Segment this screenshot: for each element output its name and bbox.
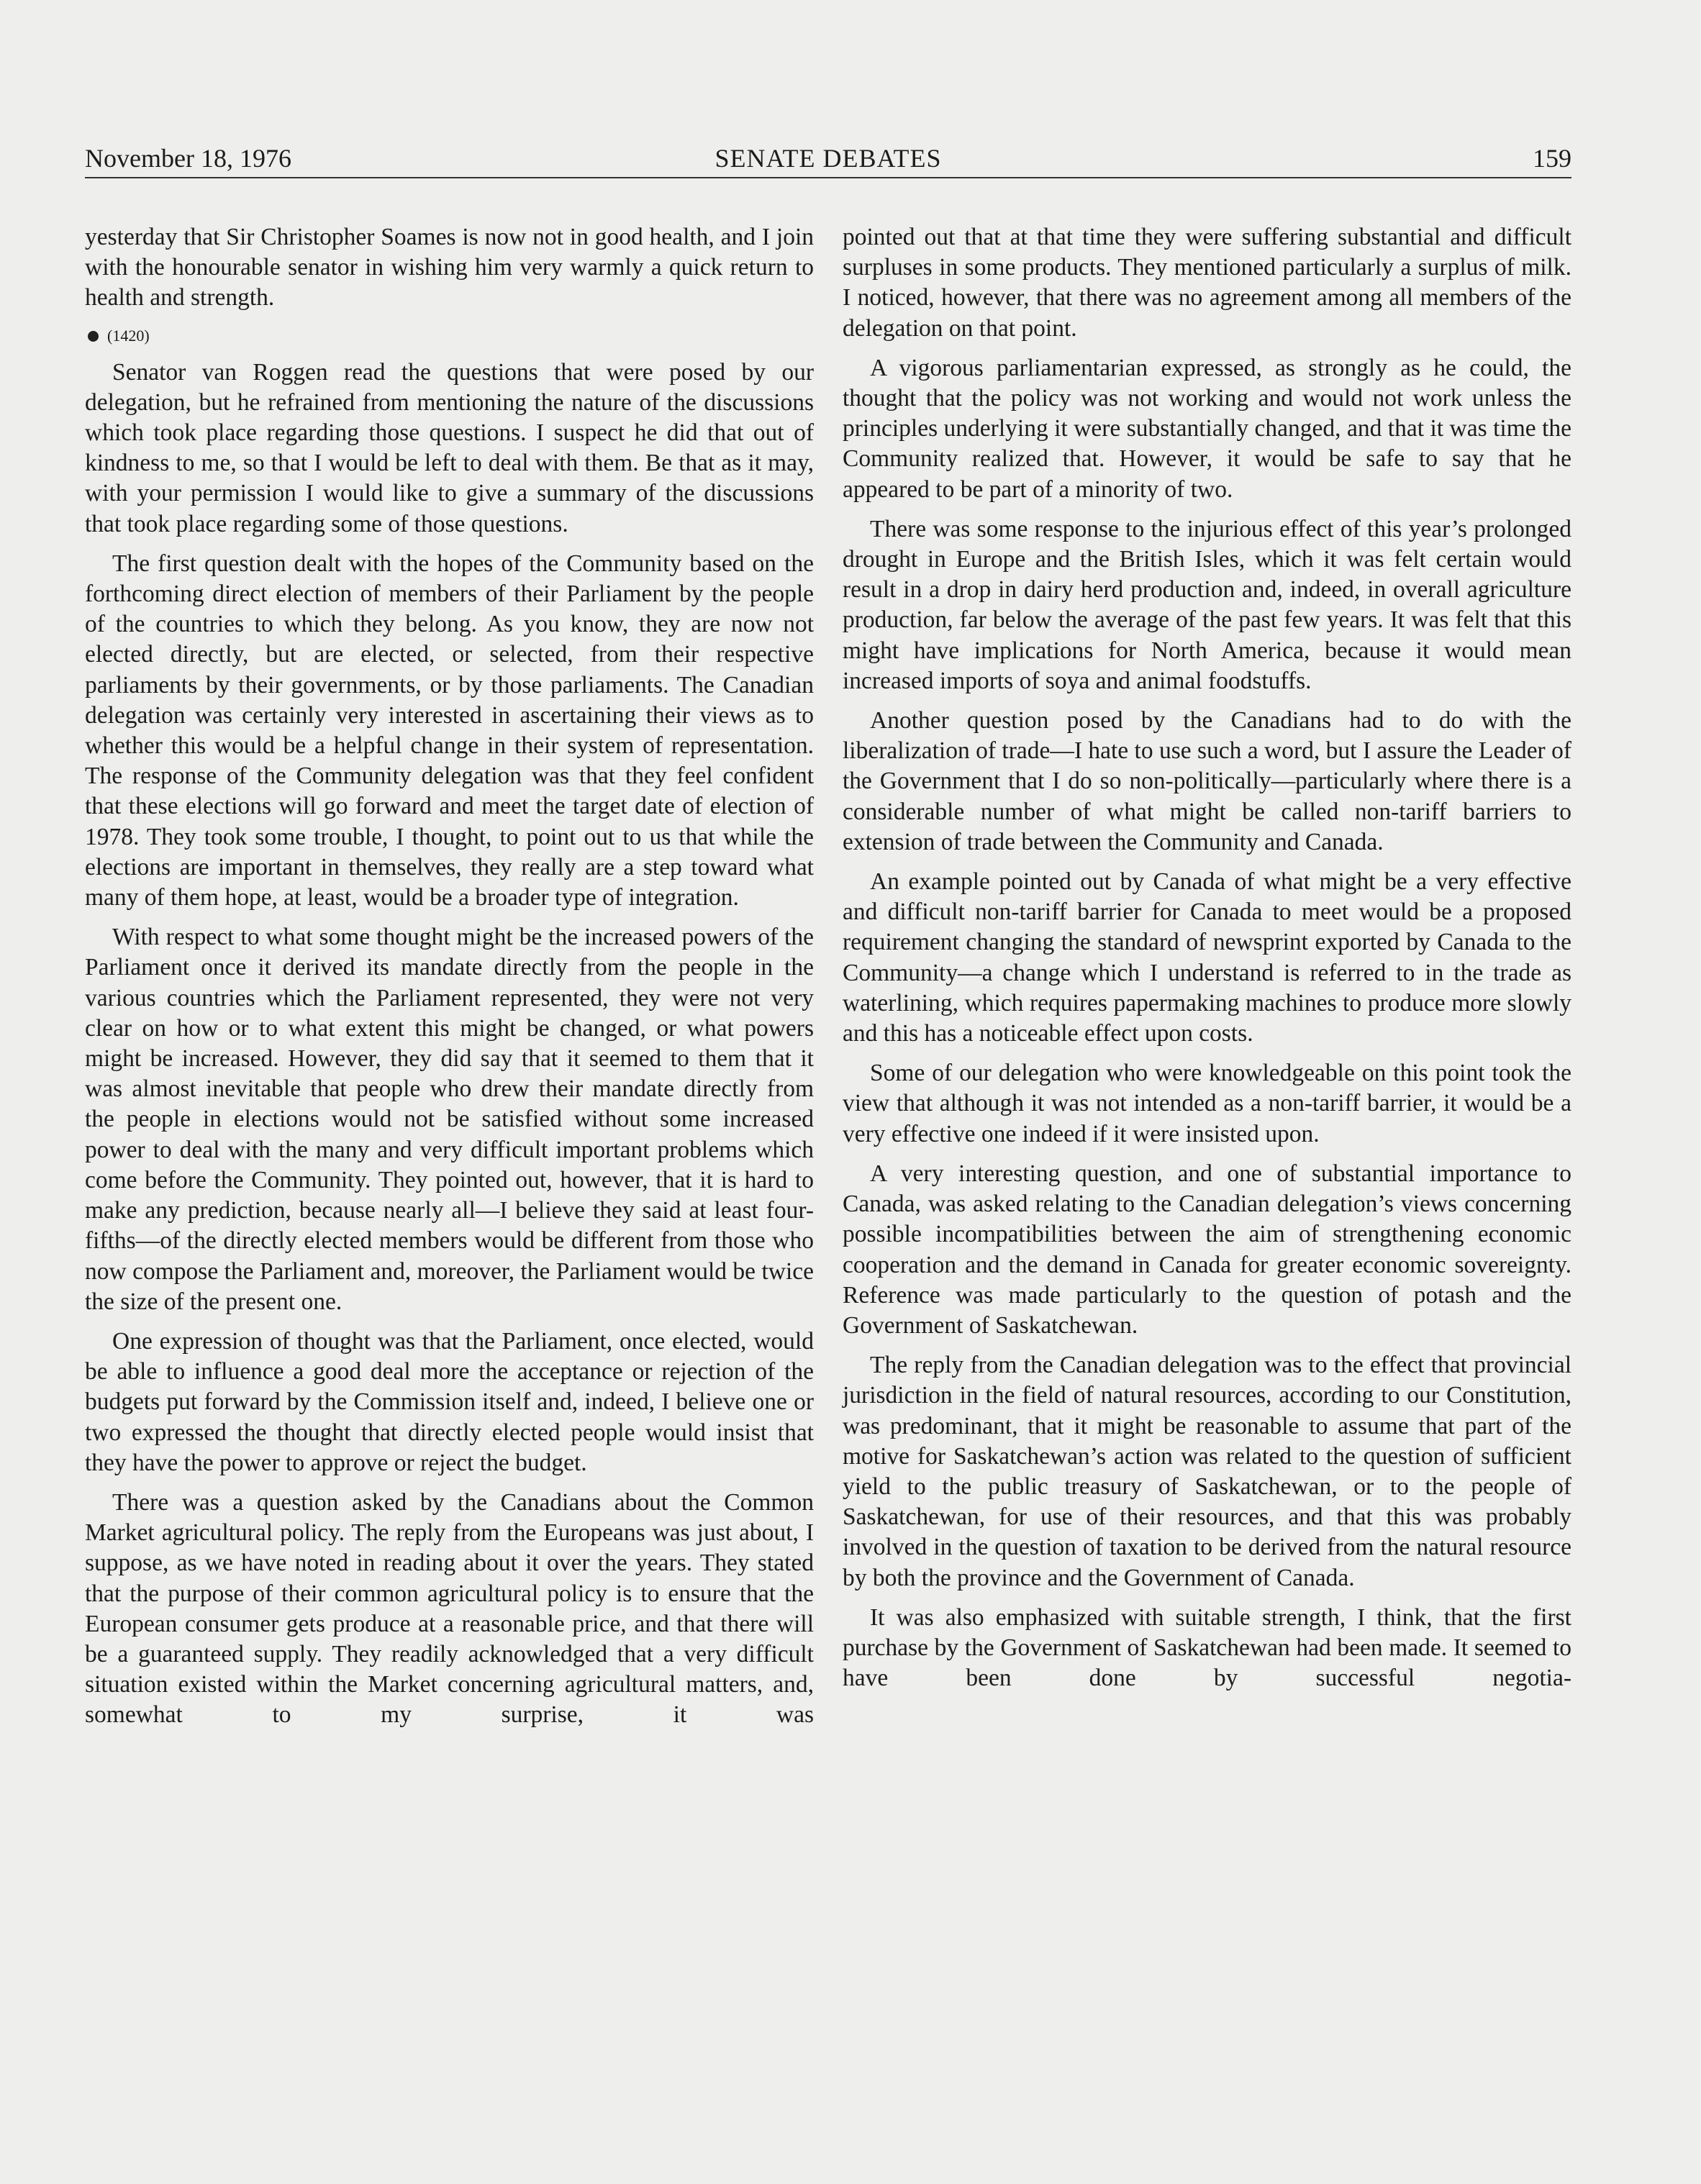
paragraph: There was some response to the injurious effect of this year’s prolonged drought in Europe and the British Isles, which it was felt certain would result in a drop in dairy herd production and, indeed, in overall agriculture production, far below the average of the past few years. It was felt that this might have implications for North America, because it would mean increased imports of soya and animal foodstuffs. [843,515,1571,694]
paragraph: It was also emphasized with suitable strength, I think, that the first purchase by the Government of Saskatchewan had been made. It seemed to have been done by successful negotia- [843,1603,1571,1692]
bullet-dot-icon [88,331,99,342]
paragraph: The first question dealt with the hopes of the Community based on the forthcoming direct election of members of their Parliament by the people of the countries to which they belong. As you know, they are now not elected directly, but are elected, or selected, from their respective parliaments by their governments, or by those parliaments. The Canadian delegation was certainly very interested in ascertaining their views as to whether this would be a helpful change in their system of representation. The response of the Community delegation was that they feel confident that these elections will go forward and meet the target date of election of 1978. They took some trouble, I thought, to point out to us that while the elections are important in themselves, they really are a step toward what many of them hope, at least, would be a broader type of integration. [85,550,814,911]
paragraph: Senator van Roggen read the questions that were posed by our delegation, but he refrained from mentioning the nature of the discussions which took place regarding those questions. I suspect he did that out of kindness to me, so that I would be left to deal with them. Be that as it may, with your permission I would like to give a summary of the discussions that took place regarding some of those questions. [85,358,814,537]
paragraph: A very interesting question, and one of substantial importance to Canada, was asked relating to the Canadian delegation’s views concerning possible incompatibilities between the aim of strengthening economic cooperation and the demand in Canada for greater economic sovereignty. Reference was made particularly to the question of potash and the Government of Saskatchewan. [843,1160,1571,1339]
paragraph: yesterday that Sir Christopher Soames is now not in good health, and I join with the honourable senator in wishing him very warmly a quick return to health and strength. [85,224,814,311]
header-date: November 18, 1976 [85,144,291,173]
page-number: 159 [1533,144,1571,173]
left-column [85,222,814,1731]
header-title: SENATE DEBATES [715,144,942,173]
header-rule [85,177,1571,178]
paragraph: A vigorous parliamentarian expressed, as strongly as he could, the thought that the policy was not working and would not work unless the principles underlying it were substantially changed, and that it was time the Community realized that. However, it would be safe to say that he appeared to be part of a minority of two. [843,354,1571,503]
paragraph: Another question posed by the Canadians had to do with the liberalization of trade—I hate to use such a word, but I assure the Leader of the Government that I do so non-politically—particularly where there is a considerable number of what might be called non-tariff barriers to extension of trade between the Community and Canada. [843,707,1571,855]
paragraph: Some of our delegation who were knowledgeable on this point took the view that although it was not intended as a non-tariff barrier, it would be a very effective one indeed if it were insisted upon. [843,1060,1571,1147]
paragraph: The reply from the Canadian delegation was to the effect that provincial jurisdiction in the field of natural resources, according to our Constitution, was predominant, that it might be reasonable to assume that part of the motive for Saskatchewan’s action was related to the question of sufficient yield to the public treasury of Saskatchewan, or to the people of Saskatchewan, for use of their resources, and that this was probably involved in the question of taxation to be derived from the natural resource by both the province and the Government of Canada. [843,1352,1571,1591]
paragraph: One expression of thought was that the Parliament, once elected, would be able to influence a good deal more the acceptance or rejection of the budgets put forward by the Commission itself and, indeed, I believe one or two expressed the thought that directly elected people would insist that they have the power to approve or reject the budget. [85,1327,814,1476]
paragraph: With respect to what some thought might be the increased powers of the Parliament once it derived its mandate directly from the people in the various countries which the Parliament represented, they were not very clear on how or to what extent this might be changed, or what powers might be increased. However, they did say that it seemed to them that it was almost inevitable that people who drew their mandate directly from the people in elections would not be satisfied without some increased power to deal with the many and very difficult important problems which come before the Community. They pointed out, however, that it is hard to make any prediction, because nearly all—I believe they said at least four-fifths—of the directly elected members would be different from those who now compose the Parliament and, moreover, the Parliament would be twice the size of the present one. [85,924,814,1315]
right-column [843,222,1571,1693]
paragraph: pointed out that at that time they were suffering substantial and difficult surpluses in some products. They mentioned particularly a surplus of milk. I noticed, however, that there was no agreement among all members of the delegation on that point. [843,224,1571,342]
paragraph: An example pointed out by Canada of what might be a very effective and difficult non-tariff barrier for Canada to meet would be a proposed requirement changing the standard of newsprint exported by Canada to the Community—a change which I understand is referred to in the trade as waterlining, which requires papermaking machines to produce more slowly and this has a noticeable effect upon costs. [843,868,1571,1047]
paragraph: There was a question asked by the Canadians about the Common Market agricultural policy. The reply from the Europeans was just about, I suppose, as we have noted in reading about it over the years. They stated that the purpose of their common agricultural policy is to ensure that the European consumer gets produce at a reasonable price, and that there will be a guaranteed supply. They readily acknowledged that a very difficult situation existed within the Market concerning agricultural matters, and, somewhat to my surprise, it was [85,1488,814,1729]
time-marker-label: (1420) [107,326,150,345]
time-marker [85,323,814,349]
page-header [85,141,1571,176]
